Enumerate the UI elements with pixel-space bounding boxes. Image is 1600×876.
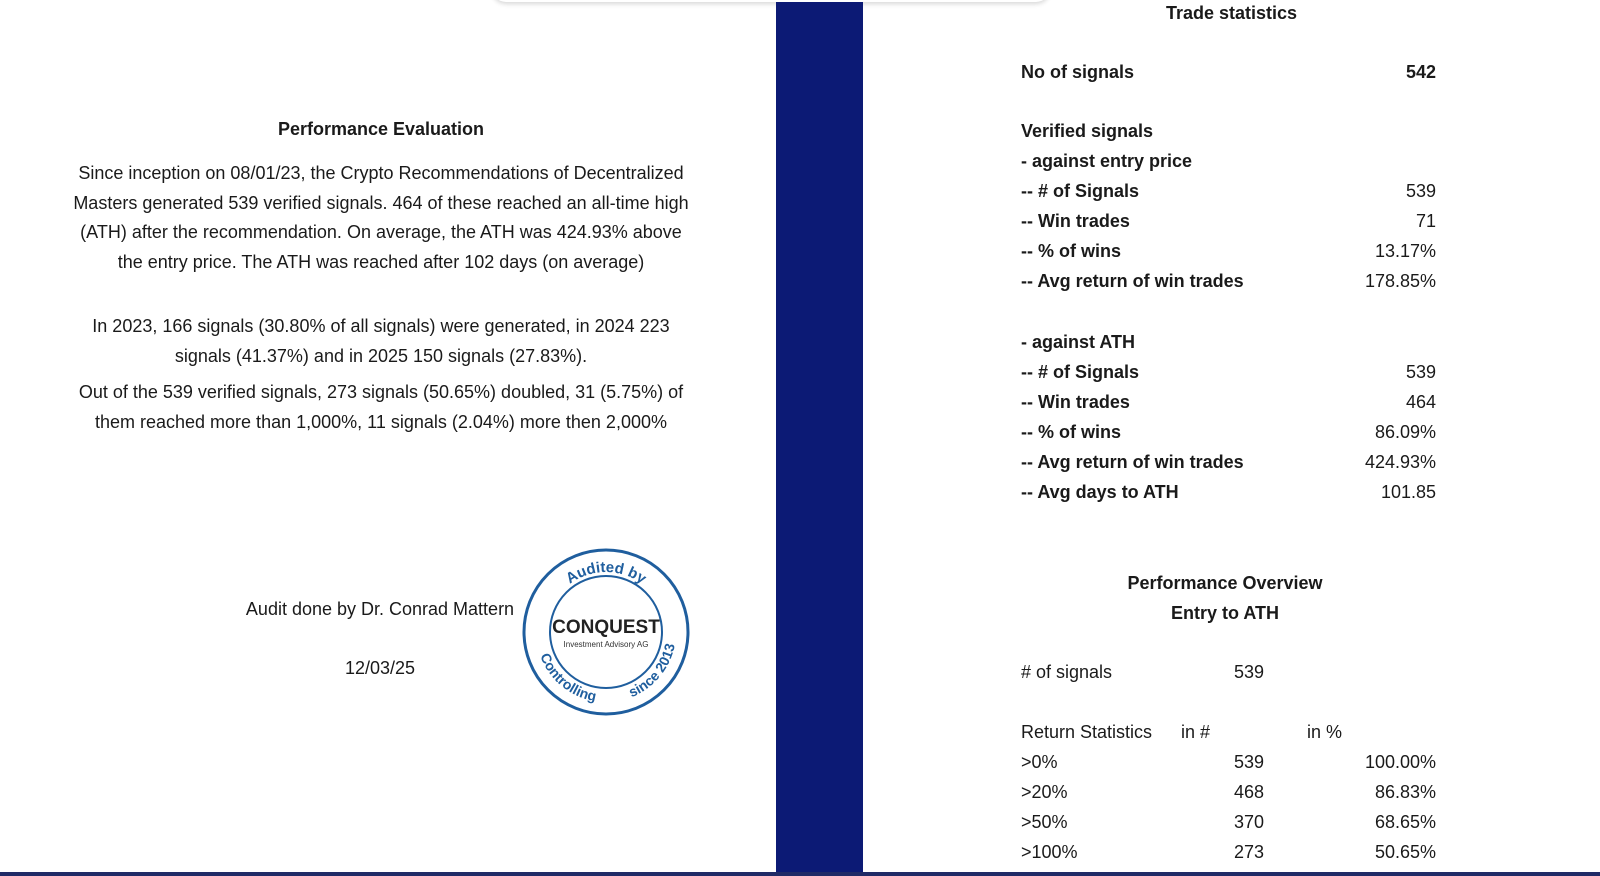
return-row-count: 468	[1233, 782, 1264, 802]
return-row-pct: 86.83%	[1374, 782, 1436, 802]
return-stats-header: Return Statistics	[1021, 722, 1153, 742]
return-row-pct: 100.00%	[1364, 752, 1436, 772]
performance-overview-title: Performance Overview	[1127, 573, 1323, 593]
ath-row-label: -- Avg days to ATH	[1021, 482, 1179, 502]
return-row-label: >0%	[1021, 752, 1058, 772]
ath-row-label: -- # of Signals	[1021, 362, 1140, 382]
verified-signals-label: Verified signals	[1021, 121, 1154, 141]
return-row-count: 539	[1233, 752, 1264, 772]
trade-statistics-title: Trade statistics	[1165, 3, 1298, 23]
no-signals-value: 542	[1405, 62, 1436, 82]
stamp-company: CONQUEST	[552, 617, 660, 638]
ath-header: - against ATH	[1021, 332, 1136, 352]
entry-row-label: -- Avg return of win trades	[1021, 271, 1244, 291]
return-row-label: >20%	[1021, 782, 1068, 802]
ath-row-value: 86.09%	[1374, 422, 1436, 442]
svg-text:since 2013	[626, 641, 678, 700]
return-stats-col-pct: in %	[1307, 722, 1343, 742]
performance-evaluation-title: Performance Evaluation	[277, 119, 485, 139]
milestones-paragraph: Out of the 539 verified signals, 273 signals (50.65%) doubled, 31 (5.75%) of them reached more than 1,000%, 11 signals (2.04%) more then 2,000%	[78, 382, 684, 432]
bottom-border-line	[0, 872, 1600, 876]
stamp-top-text: Audited by	[562, 558, 650, 588]
entry-row-label: -- # of Signals	[1021, 181, 1140, 201]
svg-text:Controlling	[537, 650, 598, 704]
trade-statistics-page	[863, 0, 1600, 876]
no-signals-label: No of signals	[1021, 62, 1135, 82]
return-row-count: 273	[1233, 842, 1264, 862]
yearly-breakdown-paragraph: In 2023, 166 signals (30.80% of all signals) were generated, in 2024 223 signals (41.37%) and in 2025 150 signals (27.83%).	[92, 316, 670, 366]
stamp-bottom-right: since 2013	[626, 641, 678, 701]
ath-row-label: -- Avg return of win trades	[1021, 452, 1244, 472]
audit-by-text: Audit done by Dr. Conrad Mattern	[245, 599, 515, 619]
ath-row-label: -- % of wins	[1021, 422, 1121, 442]
ath-row-label: -- Win trades	[1021, 392, 1130, 412]
signals-count-value: 539	[1233, 662, 1264, 682]
stamp-bottom-left: Controlling	[537, 650, 598, 705]
ath-row-value: 539	[1405, 362, 1436, 382]
return-row-pct: 68.65%	[1374, 812, 1436, 832]
return-stats-col-count: in #	[1181, 722, 1211, 742]
entry-row-value: 13.17%	[1374, 241, 1436, 261]
summary-paragraph: Since inception on 08/01/23, the Crypto Recommendations of Decentralized Masters generated 539 verified signals. 464 of these reached an all-time high (ATH) after the recommendation. On average, the ATH was 424.93% above the entry price. The ATH was reached after 102 days (on average)	[73, 163, 689, 272]
performance-evaluation-page	[0, 0, 776, 876]
ath-row-value: 424.93%	[1364, 452, 1436, 472]
stamp-company-sub: Investment Advisory AG	[563, 640, 649, 649]
svg-text:Audited by	[563, 559, 650, 588]
entry-row-value: 178.85%	[1364, 271, 1436, 291]
entry-row-value: 71	[1415, 211, 1436, 231]
return-row-label: >100%	[1021, 842, 1078, 862]
ath-row-value: 101.85	[1380, 482, 1436, 502]
signals-count-label: # of signals	[1021, 662, 1113, 682]
return-row-pct: 50.65%	[1374, 842, 1436, 862]
performance-overview-subtitle: Entry to ATH	[1171, 603, 1279, 623]
page-divider-bar	[776, 2, 863, 876]
return-row-count: 370	[1233, 812, 1264, 832]
return-row-label: >50%	[1021, 812, 1068, 832]
entry-row-value: 539	[1405, 181, 1436, 201]
audit-date: 12/03/25	[344, 658, 416, 678]
entry-row-label: -- % of wins	[1021, 241, 1121, 261]
entry-row-label: -- Win trades	[1021, 211, 1130, 231]
ath-row-value: 464	[1405, 392, 1436, 412]
audit-stamp-seal	[520, 548, 692, 716]
entry-price-header: - against entry price	[1021, 151, 1193, 171]
